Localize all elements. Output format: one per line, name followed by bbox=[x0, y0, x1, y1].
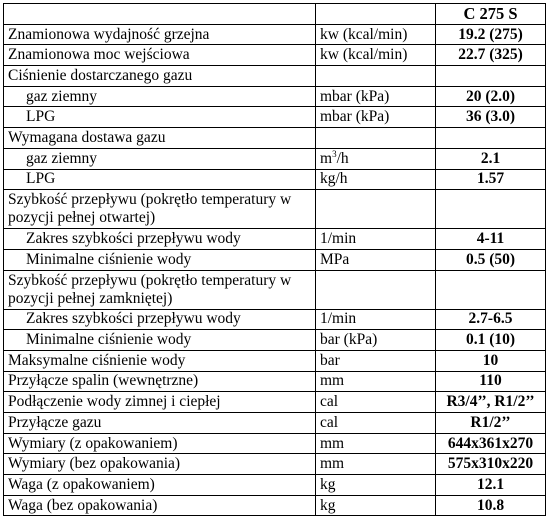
param-label: Waga (bez opakowania) bbox=[4, 495, 316, 516]
unit-label: cal bbox=[316, 413, 436, 434]
value-cell: 1.57 bbox=[436, 169, 546, 190]
value-cell: 2.1 bbox=[436, 148, 546, 169]
param-label: Zakres szybkości przepływu wody bbox=[4, 229, 316, 250]
spec-table bbox=[3, 3, 546, 516]
unit-label: mm bbox=[316, 371, 436, 392]
table-row bbox=[4, 330, 546, 351]
section-label: Ciśnienie dostarczanego gazu bbox=[4, 66, 316, 87]
table-row bbox=[4, 45, 546, 66]
value-cell: R3/4’’, R1/2’’ bbox=[436, 392, 546, 413]
param-label: gaz ziemny bbox=[4, 86, 316, 107]
table-row bbox=[4, 24, 546, 45]
unit-tail: /h bbox=[336, 149, 349, 167]
unit-label bbox=[316, 270, 436, 309]
value-cell: 575x310x220 bbox=[436, 454, 546, 475]
unit-label: kg/h bbox=[316, 169, 436, 190]
unit-base: m bbox=[320, 149, 333, 167]
table-row bbox=[4, 413, 546, 434]
table-row bbox=[4, 169, 546, 190]
value-cell: 110 bbox=[436, 371, 546, 392]
unit-label: mbar (kPa) bbox=[316, 86, 436, 107]
value-cell: 36 (3.0) bbox=[436, 107, 546, 128]
unit-label bbox=[316, 128, 436, 149]
param-label: Zakres szybkości przepływu wody bbox=[4, 309, 316, 330]
table-row bbox=[4, 148, 546, 169]
table-row bbox=[4, 107, 546, 128]
param-label: LPG bbox=[4, 169, 316, 190]
model-header: C 275 S bbox=[436, 4, 546, 25]
param-label: Przyłącze gazu bbox=[4, 413, 316, 434]
value-cell: 2.7-6.5 bbox=[436, 309, 546, 330]
table-row bbox=[4, 86, 546, 107]
unit-label bbox=[316, 190, 436, 229]
table-row bbox=[4, 350, 546, 371]
section-label: Wymagana dostawa gazu bbox=[4, 128, 316, 149]
table-row bbox=[4, 454, 546, 475]
unit-label: mbar (kPa) bbox=[316, 107, 436, 128]
section-label: Szybkość przepływu (pokrętło temperatury w pozycji pełnej otwartej) bbox=[4, 190, 316, 229]
table-row bbox=[4, 392, 546, 413]
value-cell: 4-11 bbox=[436, 229, 546, 250]
unit-label: cal bbox=[316, 392, 436, 413]
value-cell: 10 bbox=[436, 350, 546, 371]
param-label: gaz ziemny bbox=[4, 148, 316, 169]
param-label: Znamionowa wydajność grzejna bbox=[4, 24, 316, 45]
unit-label: bar (kPa) bbox=[316, 330, 436, 351]
value-cell bbox=[436, 66, 546, 87]
table-header-row bbox=[4, 4, 546, 25]
value-cell: 19.2 (275) bbox=[436, 24, 546, 45]
unit-label bbox=[316, 66, 436, 87]
param-label: Minimalne ciśnienie wody bbox=[4, 330, 316, 351]
section-row bbox=[4, 66, 546, 87]
unit-label: kg bbox=[316, 495, 436, 516]
unit-superscript: 3 bbox=[332, 148, 337, 159]
unit-label: kw (kcal/min) bbox=[316, 24, 436, 45]
section-row bbox=[4, 128, 546, 149]
value-cell: 0.5 (50) bbox=[436, 249, 546, 270]
unit-label: mm bbox=[316, 433, 436, 454]
param-label: Znamionowa moc wejściowa bbox=[4, 45, 316, 66]
value-cell: 10.8 bbox=[436, 495, 546, 516]
param-label: Minimalne ciśnienie wody bbox=[4, 249, 316, 270]
table-row bbox=[4, 229, 546, 250]
table-row bbox=[4, 475, 546, 496]
unit-label: mm bbox=[316, 454, 436, 475]
section-label: Szybkość przepływu (pokrętło temperatury w pozycji pełnej zamkniętej) bbox=[4, 270, 316, 309]
table-row bbox=[4, 495, 546, 516]
value-cell bbox=[436, 270, 546, 309]
table-row bbox=[4, 309, 546, 330]
param-label: LPG bbox=[4, 107, 316, 128]
value-cell: 0.1 (10) bbox=[436, 330, 546, 351]
unit-label: kw (kcal/min) bbox=[316, 45, 436, 66]
header-param-cell bbox=[4, 4, 316, 25]
param-label: Podłączenie wody zimnej i ciepłej bbox=[4, 392, 316, 413]
section-row bbox=[4, 190, 546, 229]
unit-label: bar bbox=[316, 350, 436, 371]
unit-label bbox=[316, 148, 436, 169]
value-cell: 12.1 bbox=[436, 475, 546, 496]
value-cell: 22.7 (325) bbox=[436, 45, 546, 66]
param-label: Wymiary (bez opakowania) bbox=[4, 454, 316, 475]
unit-label: kg bbox=[316, 475, 436, 496]
section-row bbox=[4, 270, 546, 309]
value-cell: R1/2’’ bbox=[436, 413, 546, 434]
table-row bbox=[4, 433, 546, 454]
value-cell bbox=[436, 190, 546, 229]
value-cell: 644x361x270 bbox=[436, 433, 546, 454]
value-cell: 20 (2.0) bbox=[436, 86, 546, 107]
header-unit-cell bbox=[316, 4, 436, 25]
value-cell bbox=[436, 128, 546, 149]
unit-label: MPa bbox=[316, 249, 436, 270]
param-label: Waga (z opakowaniem) bbox=[4, 475, 316, 496]
param-label: Przyłącze spalin (wewnętrzne) bbox=[4, 371, 316, 392]
table-row bbox=[4, 249, 546, 270]
table-row bbox=[4, 371, 546, 392]
unit-label: 1/min bbox=[316, 229, 436, 250]
param-label: Wymiary (z opakowaniem) bbox=[4, 433, 316, 454]
param-label: Maksymalne ciśnienie wody bbox=[4, 350, 316, 371]
unit-label: 1/min bbox=[316, 309, 436, 330]
